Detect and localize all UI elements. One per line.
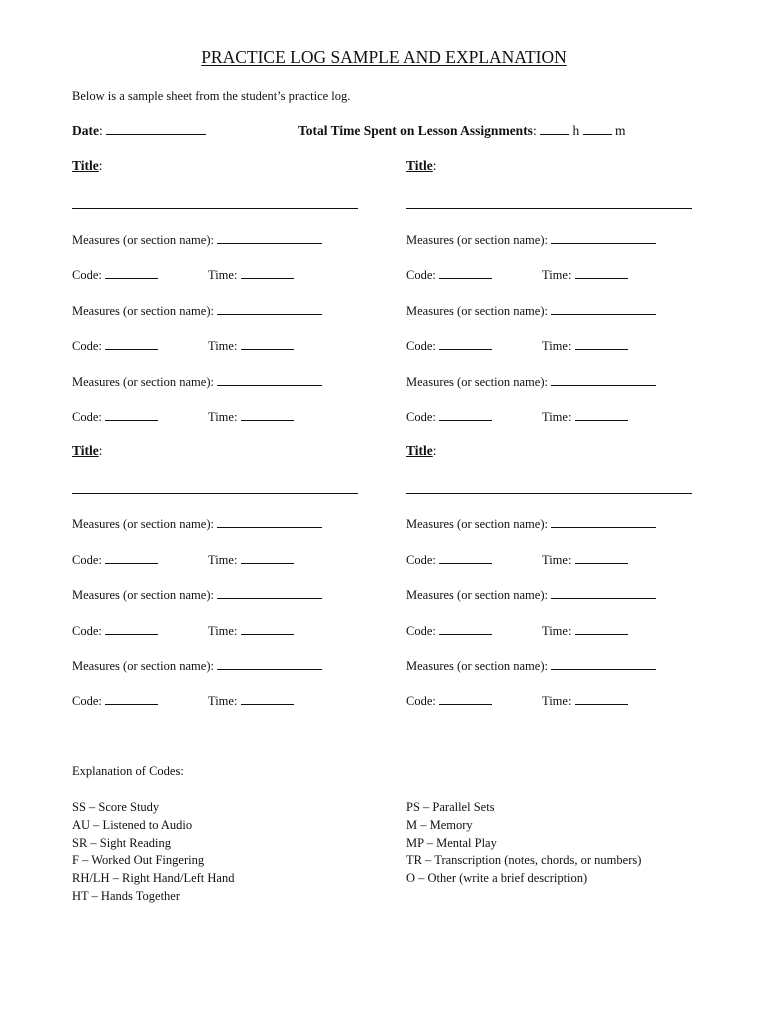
code-label: Code: bbox=[72, 553, 102, 567]
code-label: Code: bbox=[406, 624, 436, 638]
time-label: Time: bbox=[542, 268, 572, 282]
measures-label: Measures (or section name): bbox=[72, 304, 214, 318]
measures-blank[interactable] bbox=[217, 657, 322, 670]
code-time-row bbox=[72, 622, 372, 638]
code-label: Code: bbox=[72, 268, 102, 282]
measures-row bbox=[406, 515, 706, 531]
measures-row bbox=[72, 302, 372, 318]
codes-heading: Explanation of Codes: bbox=[72, 764, 184, 778]
measures-label: Measures (or section name): bbox=[72, 517, 214, 531]
date-label: Date bbox=[72, 123, 99, 138]
code-definition: F – Worked Out Fingering bbox=[72, 853, 205, 868]
measures-blank[interactable] bbox=[551, 586, 656, 599]
time-label: Time: bbox=[208, 410, 238, 424]
code-definition: MP – Mental Play bbox=[406, 835, 497, 850]
measures-row bbox=[72, 231, 372, 247]
code-definition: O – Other (write a brief description) bbox=[406, 871, 588, 886]
measures-blank[interactable] bbox=[551, 657, 656, 670]
code-definition: M – Memory bbox=[406, 817, 473, 832]
time-label: Time: bbox=[208, 268, 238, 282]
entry-title-label: Title: bbox=[406, 158, 437, 173]
code-blank[interactable] bbox=[105, 622, 158, 635]
code-blank[interactable] bbox=[105, 408, 158, 421]
total-time-colon: : bbox=[532, 123, 537, 138]
measures-blank[interactable] bbox=[217, 586, 322, 599]
measures-blank[interactable] bbox=[217, 373, 322, 386]
measures-label: Measures (or section name): bbox=[72, 588, 214, 602]
measures-label: Measures (or section name): bbox=[406, 659, 548, 673]
total-time-field bbox=[298, 122, 625, 139]
code-label: Code: bbox=[72, 624, 102, 638]
time-blank[interactable] bbox=[575, 622, 628, 635]
code-blank[interactable] bbox=[105, 337, 158, 350]
code-label: Code: bbox=[72, 694, 102, 708]
time-blank[interactable] bbox=[241, 337, 294, 350]
measures-row bbox=[72, 657, 372, 673]
code-definition: AU – Listened to Audio bbox=[72, 817, 193, 832]
code-definition: RH/LH – Right Hand/Left Hand bbox=[72, 871, 235, 886]
measures-row bbox=[406, 302, 706, 318]
document-title: PRACTICE LOG SAMPLE AND EXPLANATION bbox=[201, 47, 567, 67]
code-time-row bbox=[406, 551, 706, 567]
time-blank[interactable] bbox=[241, 692, 294, 705]
code-blank[interactable] bbox=[439, 408, 492, 421]
code-label: Code: bbox=[72, 410, 102, 424]
code-time-row bbox=[72, 408, 372, 424]
time-label: Time: bbox=[208, 694, 238, 708]
entry-title-blank[interactable] bbox=[406, 208, 692, 209]
code-label: Code: bbox=[406, 339, 436, 353]
time-blank[interactable] bbox=[575, 692, 628, 705]
measures-label: Measures (or section name): bbox=[406, 517, 548, 531]
code-label: Code: bbox=[72, 339, 102, 353]
entry-title-label: Title: bbox=[406, 443, 437, 458]
codes-list-left bbox=[72, 799, 234, 906]
entry-title-blank[interactable] bbox=[72, 493, 358, 494]
code-blank[interactable] bbox=[105, 266, 158, 279]
code-time-row bbox=[406, 692, 706, 708]
time-blank[interactable] bbox=[575, 551, 628, 564]
code-time-row bbox=[72, 337, 372, 353]
code-time-row bbox=[72, 551, 372, 567]
date-colon: : bbox=[99, 123, 103, 138]
codes-list-right bbox=[406, 799, 641, 888]
total-time-label: Total Time Spent on Lesson Assignments bbox=[298, 123, 533, 138]
code-definition: TR – Transcription (notes, chords, or numbers) bbox=[406, 853, 642, 868]
code-blank[interactable] bbox=[439, 692, 492, 705]
measures-blank[interactable] bbox=[217, 302, 322, 315]
measures-row bbox=[406, 657, 706, 673]
code-time-row bbox=[406, 408, 706, 424]
time-blank[interactable] bbox=[241, 551, 294, 564]
time-blank[interactable] bbox=[575, 337, 628, 350]
time-label: Time: bbox=[542, 624, 572, 638]
code-definition: PS – Parallel Sets bbox=[406, 800, 495, 814]
measures-label: Measures (or section name): bbox=[406, 588, 548, 602]
code-time-row bbox=[406, 266, 706, 282]
code-time-row bbox=[406, 622, 706, 638]
entry-title-blank[interactable] bbox=[72, 208, 358, 209]
measures-row bbox=[72, 515, 372, 531]
time-label: Time: bbox=[542, 410, 572, 424]
measures-row bbox=[72, 586, 372, 602]
header-row bbox=[72, 122, 692, 140]
measures-row bbox=[72, 373, 372, 389]
measures-blank[interactable] bbox=[217, 515, 322, 528]
minutes-unit: m bbox=[614, 123, 626, 138]
measures-label: Measures (or section name): bbox=[406, 304, 548, 318]
measures-blank[interactable] bbox=[551, 373, 656, 386]
intro-text: Below is a sample sheet from the student’s practice log. bbox=[72, 89, 351, 103]
code-definition: HT – Hands Together bbox=[72, 888, 181, 903]
time-blank[interactable] bbox=[575, 408, 628, 421]
measures-row bbox=[406, 586, 706, 602]
measures-row bbox=[406, 373, 706, 389]
code-time-row bbox=[72, 692, 372, 708]
date-field bbox=[72, 122, 206, 139]
measures-blank[interactable] bbox=[217, 231, 322, 244]
time-blank[interactable] bbox=[241, 266, 294, 279]
code-blank[interactable] bbox=[439, 551, 492, 564]
entry-title-label: Title: bbox=[72, 158, 103, 173]
code-definition: SR – Sight Reading bbox=[72, 835, 171, 850]
code-blank[interactable] bbox=[105, 692, 158, 705]
time-label: Time: bbox=[208, 624, 238, 638]
code-blank[interactable] bbox=[439, 622, 492, 635]
code-label: Code: bbox=[406, 694, 436, 708]
code-label: Code: bbox=[406, 268, 436, 282]
code-label: Code: bbox=[406, 410, 436, 424]
code-blank[interactable] bbox=[439, 337, 492, 350]
measures-label: Measures (or section name): bbox=[72, 233, 214, 247]
date-blank[interactable] bbox=[106, 122, 206, 135]
time-blank[interactable] bbox=[241, 408, 294, 421]
measures-label: Measures (or section name): bbox=[72, 659, 214, 673]
hours-blank[interactable] bbox=[540, 122, 569, 135]
time-label: Time: bbox=[208, 553, 238, 567]
measures-blank[interactable] bbox=[551, 515, 656, 528]
code-blank[interactable] bbox=[105, 551, 158, 564]
code-time-row bbox=[406, 337, 706, 353]
measures-blank[interactable] bbox=[551, 231, 656, 244]
measures-row bbox=[406, 231, 706, 247]
entry-title-label: Title: bbox=[72, 443, 103, 458]
time-label: Time: bbox=[542, 553, 572, 567]
code-time-row bbox=[72, 266, 372, 282]
measures-blank[interactable] bbox=[551, 302, 656, 315]
measures-label: Measures (or section name): bbox=[72, 375, 214, 389]
code-label: Code: bbox=[406, 553, 436, 567]
time-blank[interactable] bbox=[241, 622, 294, 635]
hours-unit: h bbox=[572, 123, 580, 138]
entry-title-blank[interactable] bbox=[406, 493, 692, 494]
measures-label: Measures (or section name): bbox=[406, 375, 548, 389]
code-definition: SS – Score Study bbox=[72, 800, 160, 814]
time-label: Time: bbox=[542, 339, 572, 353]
code-blank[interactable] bbox=[439, 266, 492, 279]
minutes-blank[interactable] bbox=[583, 122, 612, 135]
time-blank[interactable] bbox=[575, 266, 628, 279]
time-label: Time: bbox=[542, 694, 572, 708]
time-label: Time: bbox=[208, 339, 238, 353]
measures-label: Measures (or section name): bbox=[406, 233, 548, 247]
